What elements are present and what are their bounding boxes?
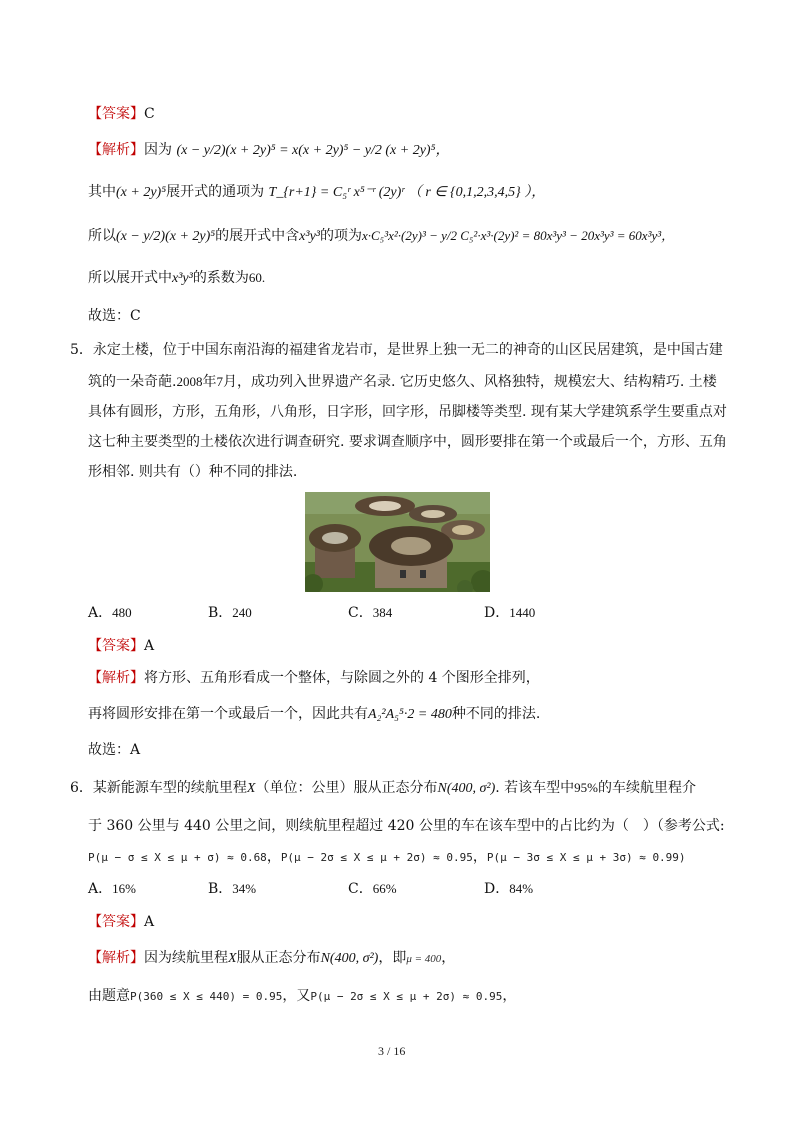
expansion-identity: (x − y/2)(x + 2y)⁵ = x(x + 2y)⁵ − y/2 (x + 2y)⁵， [176,143,450,158]
options-q5 [88,602,648,624]
analysis-label: 【解析】 [88,142,144,158]
normal-distribution: N(400, σ²) [437,781,496,796]
variable-x: X [228,951,237,966]
option-label: C． [348,881,373,897]
formula-three-sigma: P(μ − 3σ ≤ X ≤ μ + 3σ) ≈ 0.99) [486,851,686,864]
option-c[interactable] [348,602,392,622]
variable-x: X [246,781,256,796]
answer-label: 【答案】 [88,638,144,654]
analysis-line-4 [88,268,265,289]
tulou-photo [305,492,490,592]
option-label: A． [88,881,113,897]
analysis-label: 【解析】 [88,950,144,966]
answer-value: A [144,638,155,654]
analysis-text: 再将圆形安排在第一个或最后一个，因此共有 [88,706,368,722]
answer-label: 【答案】 [88,914,144,930]
option-b[interactable] [208,878,256,898]
analysis-line-3 [88,226,674,247]
option-value: 66% [372,881,397,896]
analysis-text: 种不同的排法. [451,706,541,722]
analysis-text: 的项为 [319,228,362,244]
answer-line-q5 [88,636,154,656]
option-label: A． [88,605,113,621]
tulou-illustration [305,492,490,592]
reference-formulas: P(μ − σ ≤ X ≤ μ + σ) ≈ 0.68，P(μ − 2σ ≤ X ≤ μ + 2σ) ≈ 0.95，P(μ − 3σ ≤ X ≤ μ + 3σ) ≈ 0.99) [88,849,686,865]
question-text: . 若该车型中 [495,780,575,796]
answer-line-q4 [88,104,155,124]
analysis-text: 的系数为 [192,270,249,286]
arrangement-formula: A₂²A₅⁵·2 = 480 [368,707,452,722]
normal-distribution: N(400, σ²) [320,951,379,966]
option-value: 384 [372,605,393,620]
binomial-expr: (x + 2y)⁵ [116,185,167,200]
product-expr: (x − y/2)(x + 2y)⁵ [116,229,216,244]
question-5-line-3: 具体有圆形，方形，五角形，八角形，日字形，回字形，吊脚楼等类型. 现有某大学建筑系学生要重点对 [88,404,727,420]
analysis-q6-line-1 [88,948,455,969]
option-d[interactable] [484,878,533,898]
option-d[interactable] [484,602,535,622]
analysis-text: ， [441,950,456,966]
option-value: 34% [232,881,257,896]
formula-two-sigma: P(μ − 2σ ≤ X ≤ μ + 2σ) ≈ 0.95 [280,851,473,864]
answer-line-q6 [88,912,154,932]
option-label: D． [484,605,510,621]
term-monomial: x³y³ [299,229,320,244]
general-term-formula: T_{r+1} = C₅ʳ x⁵⁻ʳ (2y)ʳ （ r ∈ {0,1,2,3,4,5} ）， [268,185,546,200]
question-text: 年 [202,374,217,390]
option-value: 16% [112,881,136,896]
option-label: C． [348,605,373,621]
probability-statement: P(μ − 2σ ≤ X ≤ μ + 2σ) ≈ 0.95 [310,990,503,1003]
analysis-text: ，又 [282,988,311,1004]
question-text: 月，成功列入世界遗产名录. 它历史悠久、风格独特，规模宏大、结构精巧. 土楼 [222,374,717,390]
analysis-text: 所以 [88,228,116,244]
question-number: 6． [70,780,93,796]
options-q6 [88,878,648,900]
answer-label: 【答案】 [88,106,144,122]
option-a[interactable] [88,878,136,898]
analysis-line-2 [88,182,545,203]
analysis-text: 展开式的通项为 [166,184,265,200]
question-5-line-5: 形相邻. 则共有（）种不同的排法. [88,464,298,480]
analysis-text: 所以展开式中 [88,270,172,286]
question-text: 永定土楼，位于中国东南沿海的福建省龙岩市，是世界上独一无二的神奇的山区民居建筑，是中国古建 [92,342,723,358]
option-value: 240 [232,605,252,620]
analysis-text: 其中 [88,184,116,200]
question-number: 5． [70,342,93,358]
question-5-line-4: 这七种主要类型的土楼依次进行调查研究. 要求调查顺序中，圆形要排在第一个或最后一个，方形、五角 [88,434,727,450]
option-a[interactable] [88,602,132,622]
question-text: 筑的一朵奇葩. [88,374,177,390]
analysis-q5-line-1 [88,668,540,688]
coefficient-value: 60. [248,270,266,285]
analysis-text: 将方形、五角形看成一个整体，与除圆之外的 4 个图形全排列， [144,670,540,686]
question-6-line-2: 于 360 公里与 440 公里之间，则续航里程超过 420 公里的车在该车型中的占比约为（ ）（参考公式: [88,818,725,834]
analysis-text: 服从正态分布 [236,950,321,966]
analysis-line-1 [88,140,449,161]
mean-value: μ = 400 [406,953,442,965]
option-label: D． [484,881,510,897]
analysis-text: 因为续航里程 [144,950,228,966]
term-computation: x·C₅³x²·(2y)³ − y/2 C₅²·x³·(2y)² = 80x³y³ − 20x³y³ = 60x³y³， [361,228,675,243]
option-label: B． [208,605,233,621]
formula-one-sigma: P(μ − σ ≤ X ≤ μ + σ) ≈ 0.68 [88,851,267,864]
question-6-line-1 [70,778,696,799]
question-5-line-1 [70,340,723,360]
question-text: （单位：公里）服从正态分布 [255,780,438,796]
analysis-q6-line-2 [88,986,516,1007]
analysis-label: 【解析】 [88,670,144,686]
option-label: B． [208,881,233,897]
answer-value: A [144,914,155,930]
page-number: 3 / 16 [378,1044,406,1058]
analysis-text: ，即 [378,950,407,966]
option-value: 1440 [509,605,536,620]
analysis-text: ， [502,988,517,1004]
conclusion-q4: 故选：C [88,308,141,324]
question-text: 的车续航里程介 [598,780,696,796]
conclusion-q5: 故选：A [88,742,141,758]
option-value: 84% [509,881,534,896]
question-text: 某新能源车型的续航里程 [92,780,247,796]
option-b[interactable] [208,602,252,622]
question-5-line-2 [88,372,717,392]
analysis-text: 由题意 [88,988,130,1004]
month-value: 7 [216,374,223,389]
analysis-text: 因为 [144,142,172,158]
analysis-q5-line-2 [88,704,540,725]
option-c[interactable] [348,878,397,898]
probability-statement: P(360 ≤ X ≤ 440) = 0.95 [130,990,283,1003]
analysis-text: 的展开式中含 [215,228,300,244]
percent-value: 95% [574,780,598,795]
answer-value: C [144,106,155,122]
year-value: 2008 [176,374,203,389]
term-monomial: x³y³ [172,271,193,286]
option-value: 480 [112,605,132,620]
